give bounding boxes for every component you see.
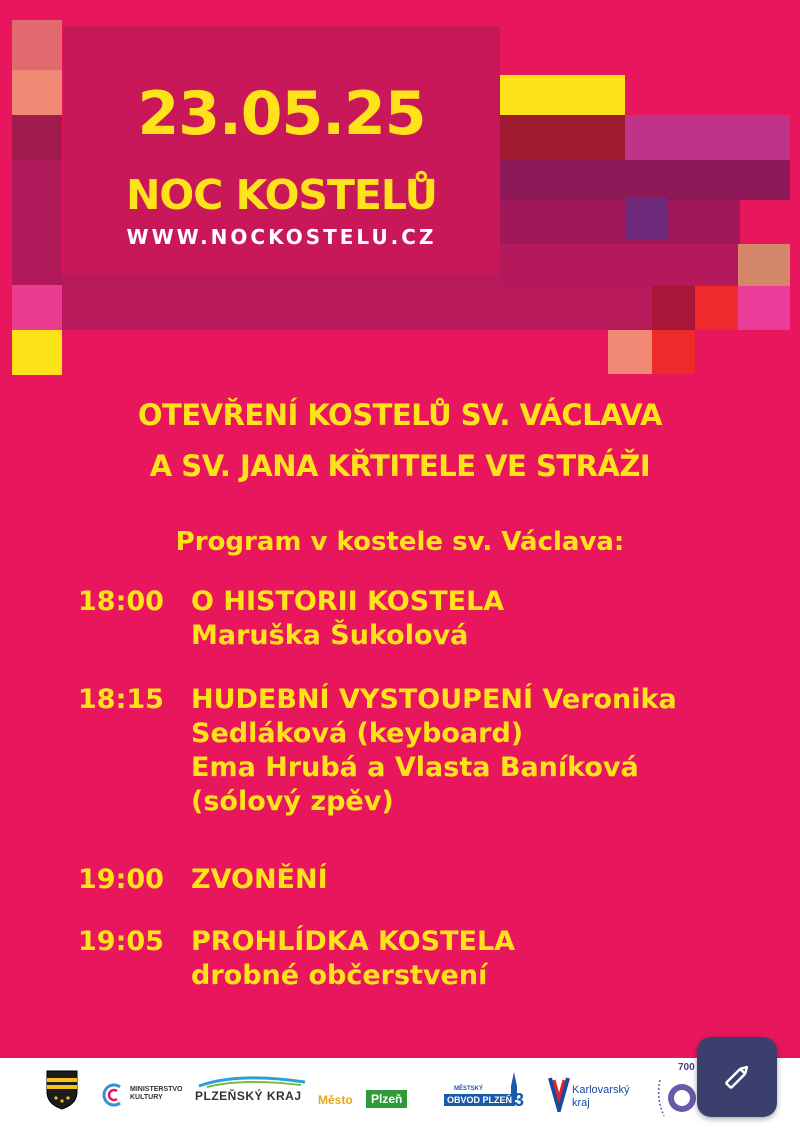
program-line: PROHLÍDKA KOSTELA: [191, 926, 516, 957]
program-time: 19:00: [78, 864, 164, 895]
program-line: HUDEBNÍ VYSTOUPENÍ Veronika: [191, 684, 677, 715]
program-line: (sólový zpěv): [191, 786, 394, 817]
program-text: [191, 683, 761, 819]
coat-of-arms-logo: [46, 1070, 78, 1110]
program-line: drobné občerstvení: [191, 960, 488, 991]
program-line: Ema Hrubá a Vlasta Baníková: [191, 752, 639, 783]
program-time: 18:15: [78, 684, 164, 715]
mesto-plzen-logo: Město Plzeň: [318, 1088, 428, 1114]
edit-button[interactable]: [697, 1037, 777, 1117]
program-time: 18:00: [78, 586, 164, 617]
plzensky-kraj-logo: PLZEŇSKÝ KRAJ: [195, 1074, 310, 1110]
program-line: ZVONĚNÍ: [191, 864, 328, 895]
program-text: [191, 585, 761, 653]
anniversary-700-logo: 700: [652, 1060, 702, 1126]
program-title: Program v kostele sv. Václava:: [175, 527, 625, 557]
program-text: [191, 925, 761, 993]
program-line: Maruška Šukolová: [191, 620, 469, 651]
karlovarsky-logo-text: Karlovarský kraj: [572, 1084, 630, 1109]
program-line: Sedláková (keyboard): [191, 718, 524, 749]
event-website: WWW.NOCKOSTELU.CZ: [126, 225, 437, 249]
ministry-logo-text: MINISTERSTVO KULTURY: [130, 1086, 183, 1101]
pencil-icon: [697, 1037, 777, 1117]
event-name: NOC KOSTELŮ: [126, 171, 437, 219]
title-box: [63, 26, 500, 274]
program-line: O HISTORII KOSTELA: [191, 586, 505, 617]
headline-line-1: OTEVŘENÍ KOSTELŮ SV. VÁCLAVA: [137, 398, 663, 432]
event-date: 23.05.25: [137, 79, 426, 149]
program-time: 19:05: [78, 926, 164, 957]
obvod-plzen-3-logo: MĚSTSKÝ OBVOD PLZEŇ 3: [444, 1072, 534, 1114]
program-text: [191, 863, 761, 897]
headline-line-2: A SV. JANA KŘTITELE VE STRÁŽI: [149, 449, 651, 483]
ministry-of-culture-logo: [100, 1080, 190, 1112]
sponsor-logos-footer: [0, 1058, 800, 1135]
karlovarsky-kraj-logo: [548, 1074, 643, 1116]
